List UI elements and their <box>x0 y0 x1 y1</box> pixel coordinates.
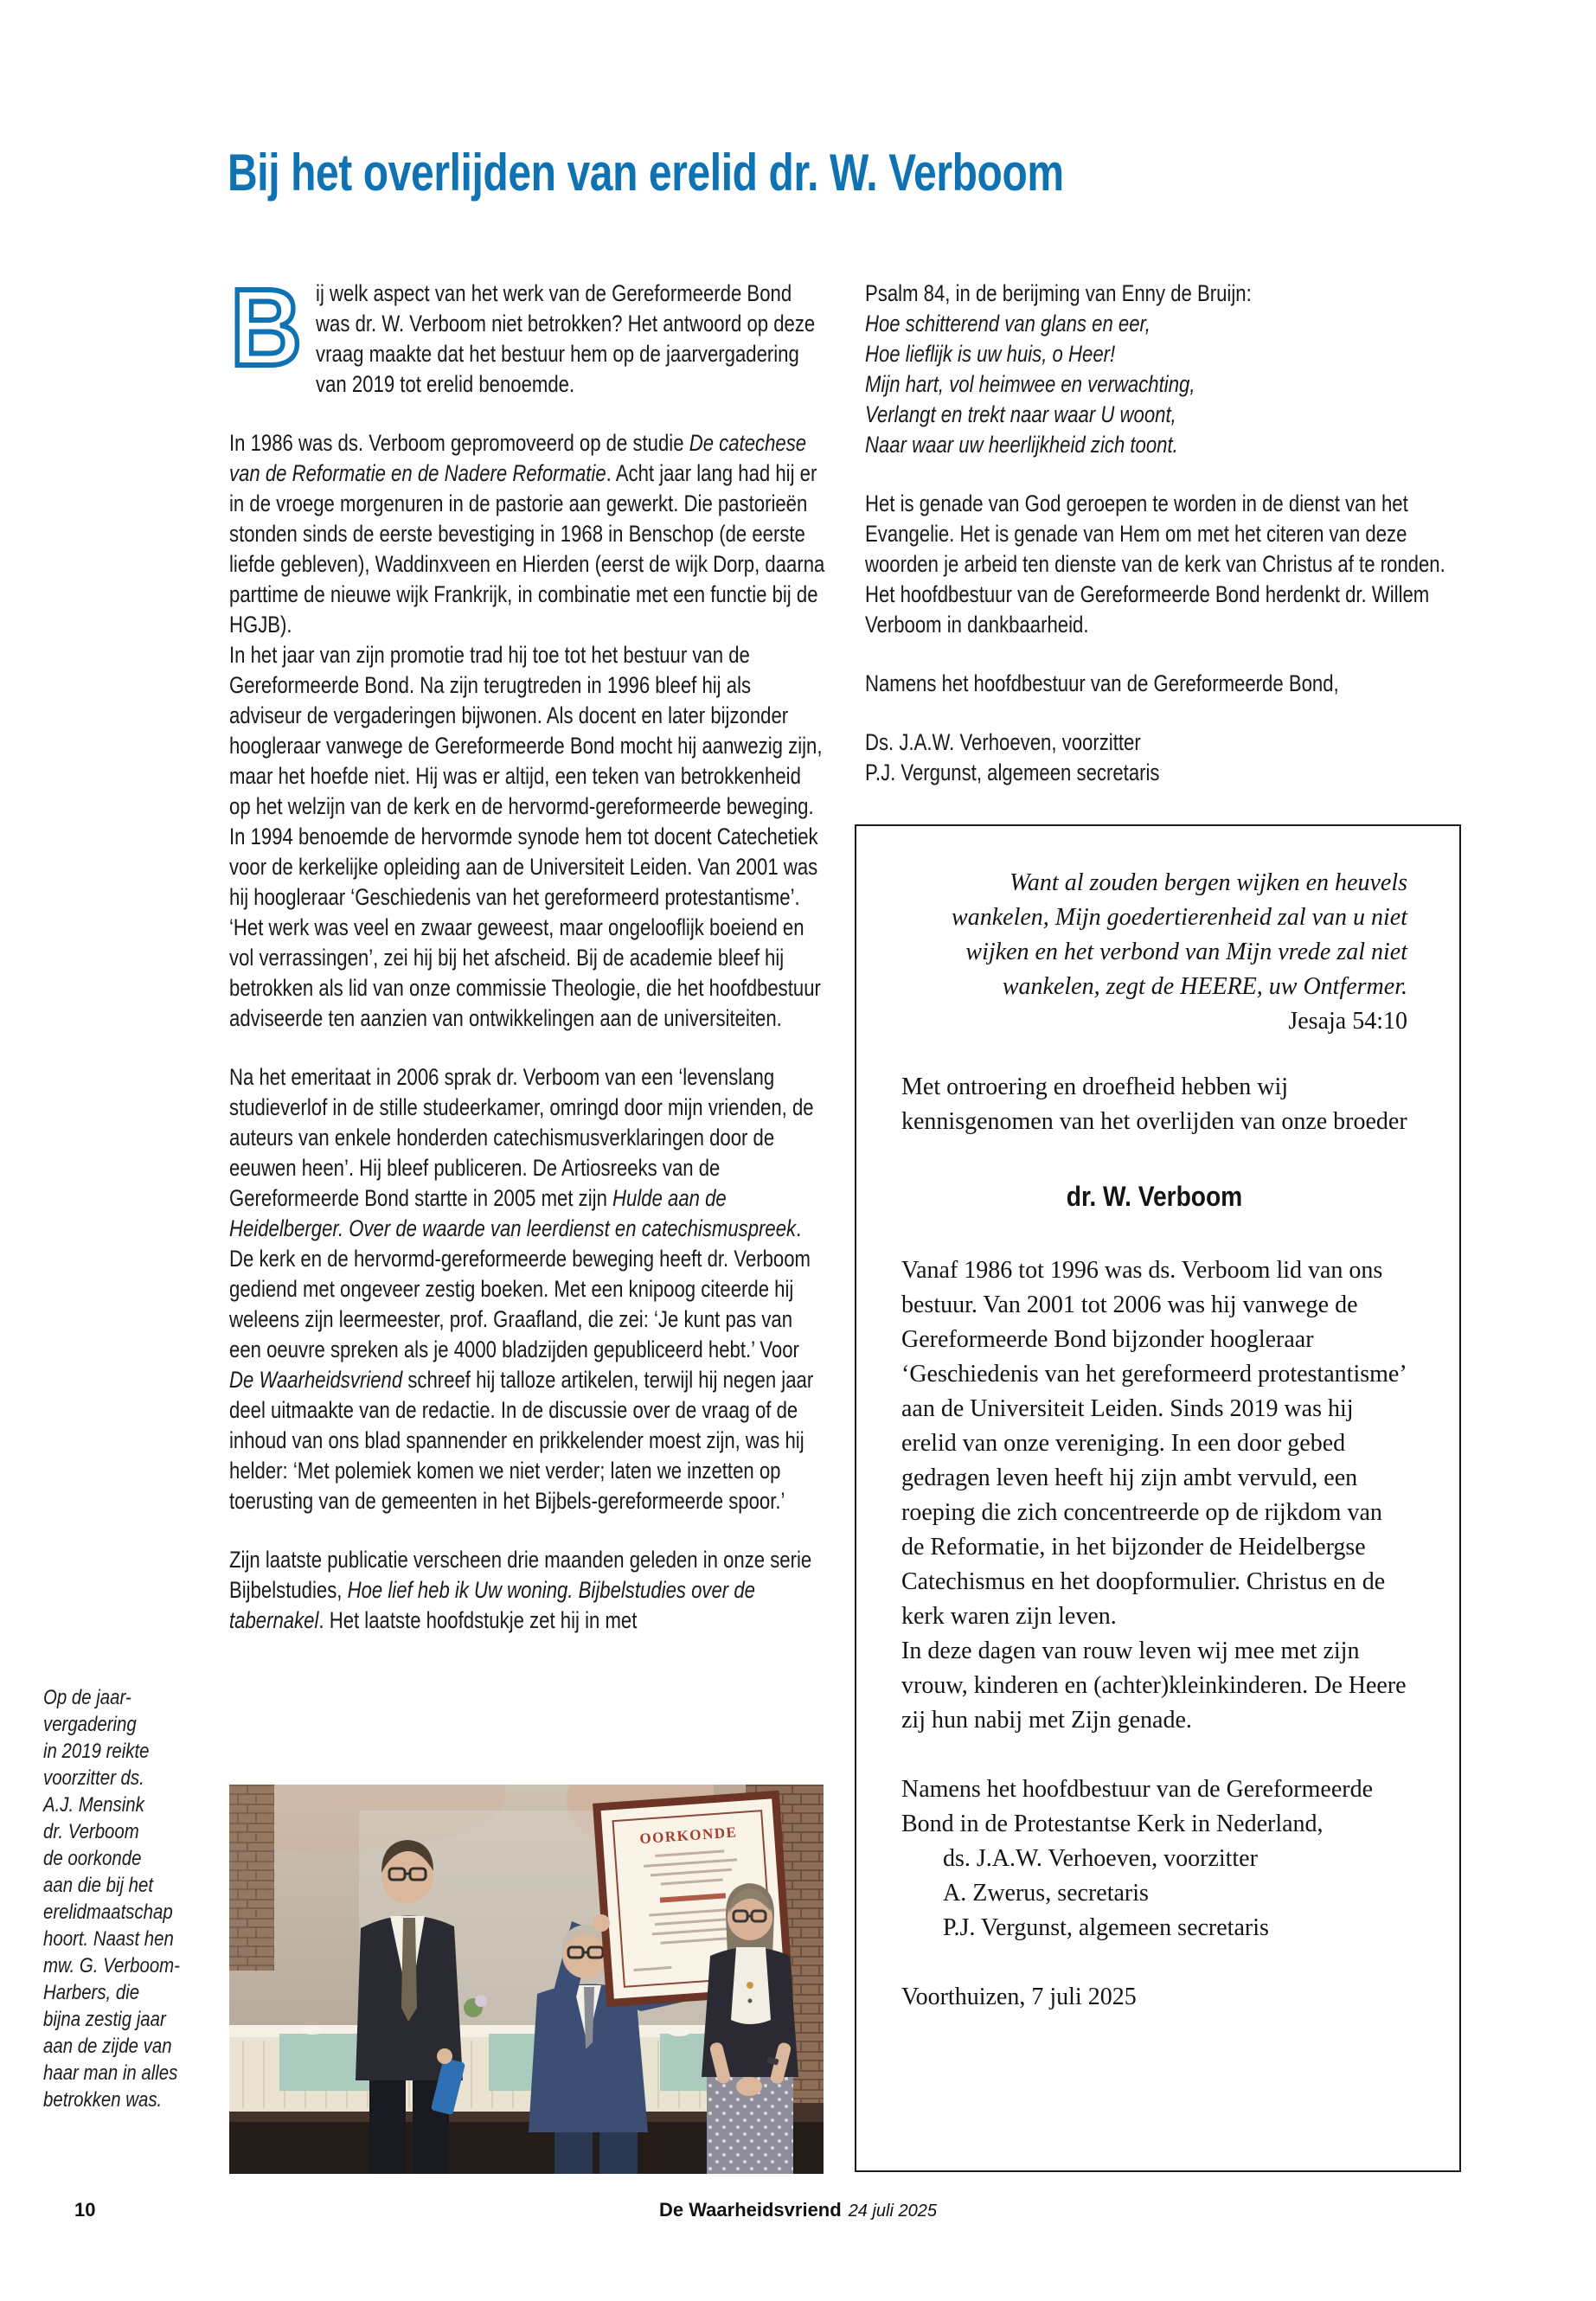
footer <box>0 2199 1596 2221</box>
photo-caption: Op de jaar- vergadering in 2019 reikte voorzitter ds. A.J. Mensink dr. Verboom de oorkonde aan die bij het erelidmaatschap hoort. Naast hen mw. G. Verboom- Harbers, die bijna zestig jaar aan de zijde van haar man in alles betrokken was. <box>43 1686 180 2112</box>
paragraph-gap <box>229 400 826 428</box>
memoriam-paragraph: In deze dagen van rouw leven wij mee met zijn vrouw, kinderen en (achter)kleinkinderen. De Heere zij hun nabij met Zijn genade. <box>901 1638 1407 1734</box>
paragraph-gap <box>229 1516 826 1545</box>
dropcap-letter <box>229 283 304 377</box>
magazine-name: De Waarheidsvriend <box>658 2199 842 2221</box>
memoriam-paragraph: Vanaf 1986 tot 1996 was ds. Verboom lid van ons bestuur. Van 2001 tot 2006 was hij vanwege de Gereformeerde Bond bijzonder hoogleraar ‘Geschiedenis van het gereformeerd protestantisme’ aan de Universiteit Leiden. Sinds 2019 was hij erelid van onze vereniging. In een door gebed gedragen leven heeft hij zijn ambt vervuld, een roeping die zich concentreerde op de rijkdom van de Reformatie, in het bijzonder de Heidelbergse Catechismus en het doopformulier. Christus en de kerk waren zijn leven. <box>901 1257 1406 1630</box>
intro-text: ij welk aspect van het werk van de Gereformeerde Bond was dr. W. Verboom niet betrokken? Het antwoord op deze vraag maakte dat het bestuur hem op de jaarvergadering van 2019 tot erelid benoemde. <box>316 280 816 397</box>
bible-quote: Want al zouden bergen wijken en heuvels wankelen, Mijn goedertierenheid zal van u niet wijken en het verbond van Mijn vrede zal niet wankelen, zegt de HEERE, uw Ontfermer. <box>952 869 1407 1000</box>
paragraph: De kerk en de hervormd-gereformeerde beweging heeft dr. Verboom gediend met ongeveer zestig boeken. Met een knipoog citeerde hij weleens zijn leermeester, prof. Graafland, die zei: ‘Je kunt pas van een oeuvre spreken als je 4000 bladzijden gepubliceerd hebt.’ Voor De Waarheidsvriend schreef hij talloze artikelen, terwijl hij negen jaar deel uitmaakte van de redactie. In de discussie over de vraag of de inhoud van ons blad spannender en prikkelender moest zijn, was hij helder: ‘Met polemiek komen we niet verder; laten we inzetten op toerusting van de gemeenten in het Bijbels-gereformeerde spoor.’ <box>229 1246 814 1514</box>
signature-list: ds. J.A.W. Verhoeven, voorzitter A. Zwerus, secretaris P.J. Vergunst, algemeen secretaris <box>943 1845 1269 1941</box>
paragraph-gap <box>865 699 1462 727</box>
psalm-intro: Psalm 84, in de berijming van Enny de Bruijn: <box>865 280 1252 306</box>
memoriam-name: dr. W. Verboom <box>1066 1181 1243 1212</box>
paragraph: Namens het hoofdbestuur van de Gereformeerde Bond, <box>865 670 1339 696</box>
paragraph: In 1994 benoemde de hervormde synode hem tot docent Catechetiek voor de kerkelijke opleiding aan de Universiteit Leiden. Van 2001 was hij hoogleraar ‘Geschiedenis van het gereformeerd protestantisme’. ‘Het werk was veel en zwaar geweest, maar ongelooflijk boeiend en vol verrassingen’, zei hij bij het afscheid. Bij de academie bleef hij betrokken als lid van onze commissie Theologie, die het hoofdbestuur adviseerde ten aanzien van ontwikkelingen aan de universiteiten. <box>229 824 821 1031</box>
paragraph-gap <box>865 460 1462 489</box>
ceremony-photo-graphic <box>229 1785 824 2174</box>
dropcap-b: B <box>230 283 302 369</box>
place-and-date: Voorthuizen, 7 juli 2025 <box>901 1984 1137 2010</box>
paragraph-gap <box>229 1034 826 1062</box>
paragraph: In 1986 was ds. Verboom gepromoveerd op de studie De catechese van de Reformatie en de Nadere Reformatie. Acht jaar lang had hij er in de vroege morgenuren in de pastorie aan gewerkt. Die pastorieën stonden sinds de eerste bevestiging in 1968 in Benschop (de eerste liefde gebleven), Waddinxveen en Hierden (eerst de wijk Dorp, daarna parttime de nieuwe wijk Frankrijk, in combinatie met een functie bij de HGJB). <box>229 430 825 638</box>
issue-date: 24 juli 2025 <box>848 2202 937 2221</box>
page-number: 10 <box>74 2199 96 2221</box>
intro-paragraph <box>229 279 826 400</box>
article-left-column <box>229 279 826 1636</box>
signature-line: Ds. J.A.W. Verhoeven, voorzitter <box>865 729 1141 755</box>
signature-line: P.J. Vergunst, algemeen secretaris <box>865 760 1160 785</box>
bible-reference: Jesaja 54:10 <box>1288 1008 1407 1035</box>
paragraph-gap <box>865 640 1462 669</box>
memoriam-paragraph: Namens het hoofdbestuur van de Gereformeerde Bond in de Protestantse Kerk in Nederland, <box>901 1776 1374 1837</box>
paragraph: Na het emeritaat in 2006 sprak dr. Verboom van een ‘levenslang studieverlof in de stille studeerkamer, omringd door mijn vrienden, de auteurs van enkele honderden catechismusverklaringen door de eeuwen heen’. Hij bleef publiceren. De Artiosreeks van de Gereformeerde Bond startte in 2005 met zijn Hulde aan de Heidelberger. Over de waarde van leerdienst en catechismuspreek. <box>229 1064 814 1241</box>
article-right-column <box>865 279 1462 788</box>
ceremony-photo <box>229 1785 824 2174</box>
brick-pillar-left <box>229 1785 274 1971</box>
psalm-lines: Hoe schitterend van glans en eer, Hoe lieflijk is uw huis, o Heer! Mijn hart, vol heimwee en verwachting, Verlangt en trekt naar waar U woont, Naar waar uw heerlijkheid zich toont. <box>865 311 1195 458</box>
in-memoriam-box <box>855 824 1461 2172</box>
certificate-title: OORKONDE <box>638 1823 738 1848</box>
memoriam-paragraph: Met ontroering en droefheid hebben wij kennisgenomen van het overlijden van onze broeder <box>901 1074 1407 1135</box>
paragraph: In het jaar van zijn promotie trad hij toe tot het bestuur van de Gereformeerde Bond. Na zijn terugtreden in 1996 bleef hij als adviseur de vergaderingen bijwonen. Als docent en later bijzonder hoogleraar vanwege de Gereformeerde Bond mocht hij aanwezig zijn, maar het hoefde niet. Hij was er altijd, een teken van betrokkenheid op het welzijn van de kerk en de hervormd-gereformeerde beweging. <box>229 642 823 819</box>
article-title: Bij het overlijden van erelid dr. W. Verboom <box>228 144 1064 202</box>
paragraph: Zijn laatste publicatie verscheen drie maanden geleden in onze serie Bijbelstudies, Hoe lief heb ik Uw woning. Bijbelstudies over de tabernakel. Het laatste hoofdstukje zet hij in met <box>229 1547 812 1633</box>
paragraph: Het is genade van God geroepen te worden in de dienst van het Evangelie. Het is genade van Hem om met het citeren van deze woorden je arbeid ten dienste van de kerk van Christus af te ronden. Het hoofdbestuur van de Gereformeerde Bond herdenkt dr. Willem Verboom in dankbaarheid. <box>865 490 1445 638</box>
